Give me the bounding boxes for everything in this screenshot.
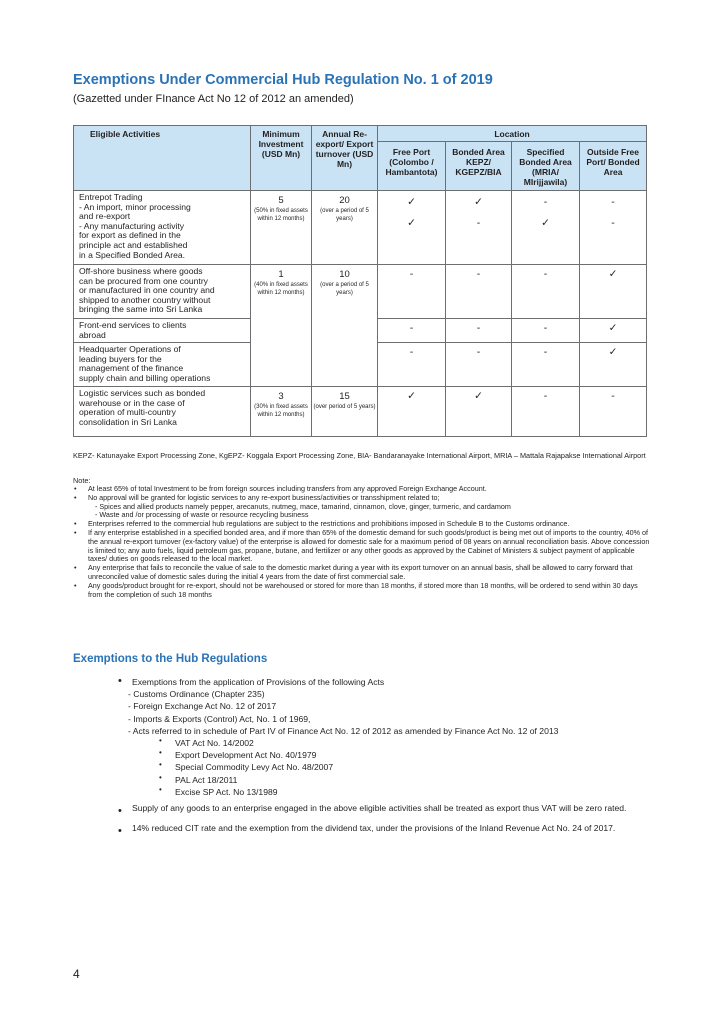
turnover-note: (over a period of 5 years): [320, 282, 369, 296]
sub-act-text: Excise SP Act. No 13/1989: [175, 786, 278, 797]
turnover-note: (over period of 5 years): [313, 404, 376, 411]
header-free-port: Free Port (Colombo / Hambantota): [378, 142, 446, 191]
header-bonded-area: Bonded Area KEPZ/ KGEPZ/BIA: [446, 142, 512, 191]
sub-act-item: [118, 761, 646, 773]
act-item: - Customs Ordinance (Chapter 235): [128, 689, 265, 700]
note-item: [73, 494, 651, 520]
section-heading: Exemptions to the Hub Regulations: [73, 653, 268, 665]
bullet-icon: •: [159, 736, 162, 746]
activity-cell: Front-end services to clients abroad: [74, 319, 251, 343]
turnover-cell: [312, 265, 378, 319]
free-port-cell: -: [378, 265, 446, 319]
activity-cell: Entrepot Trading - An import, minor processing and re-export - Any manufacturing activity for export as defined in the principle act and established in a Specified Bonded Area.: [74, 191, 251, 265]
outside-area-cell: ✓: [580, 319, 647, 343]
note-text: At least 65% of total Investment to be from foreign sources including transfers from any approved Foreign Exchange Account.: [88, 484, 487, 493]
note-text: If any enterprise established in a specified bonded area, and if more than 65% of the domestic demand for such goods/product is being met out of imports to the country, 40% of the annual re-export turnover (ex-factory value) of the enterprise is allowed for domestic sale for a maximum period of 08 years on annual reconciliation basis. Above concession is limited to; any auto fuels, liquid petroleum gas, propane, butane, and fertilizer or any other goods as approved by the Cabinet of Ministers & subject payment of applicable taxes/ duties on goods released to the local market.: [88, 527, 650, 564]
sub-act-item: [118, 749, 646, 761]
min-investment-note: (40% in fixed assets within 12 months): [254, 282, 308, 296]
specified-area-cell: - ✓: [512, 191, 580, 265]
bullet-icon: •: [118, 805, 122, 818]
turnover-cell: [312, 343, 378, 387]
note-subitem: - Spices and allied products namely pepper, arecanuts, nutmeg, mace, tamarind, cinnamon, clove, ginger, turmeric, and cardamom: [95, 501, 511, 511]
specified-area-cell: -: [512, 387, 580, 437]
hub-exemptions-list: [118, 676, 646, 838]
bullet-icon: •: [74, 492, 77, 502]
bonded-area-cell: ✓ -: [446, 191, 512, 265]
specified-area-cell: -: [512, 319, 580, 343]
bonded-area-cell: -: [446, 265, 512, 319]
act-item: - Acts referred to in schedule of Part IV of Finance Act No. 12 of 2012 as amended by Finance Act No. 12 of 2013: [128, 725, 559, 736]
bullet-icon: •: [159, 760, 162, 770]
sub-act-item: [118, 786, 646, 798]
min-investment-note: (30% in fixed assets within 12 months): [254, 404, 308, 418]
min-investment-value: 3: [278, 391, 284, 403]
table-row: [74, 191, 647, 265]
free-port-cell: -: [378, 343, 446, 387]
header-minimum-investment: Minimum Investment (USD Mn): [251, 126, 312, 191]
hub-item: [118, 676, 646, 688]
min-investment-cell: [251, 319, 312, 343]
turnover-cell: [312, 387, 378, 437]
table-row: [74, 343, 647, 387]
outside-area-cell: ✓: [580, 265, 647, 319]
note-label: Note:: [73, 476, 91, 485]
min-investment-cell: [251, 387, 312, 437]
table-row: [74, 387, 647, 437]
bullet-icon: •: [159, 748, 162, 758]
free-port-cell: ✓: [378, 387, 446, 437]
bullet-icon: •: [74, 519, 77, 529]
free-port-cell: ✓ ✓: [378, 191, 446, 265]
header-annual-turnover: Annual Re-export/ Export turnover (USD Mn): [312, 126, 378, 191]
bullet-icon: •: [74, 527, 77, 537]
page-subtitle: (Gazetted under FInance Act No 12 of 2012 an amended): [73, 93, 354, 105]
bullet-icon: •: [74, 484, 77, 493]
activity-cell: Off-shore business where goods can be procured from one country or manufactured in one country and shipped to another country without bringing the same into Sri Lanka: [74, 265, 251, 319]
note-text: Any enterprise that fails to reconcile the value of sale to the domestic market during a year with its export turnover on an annual basis, shall be allowed to carry forward that unreconciled value of domestic sales during the initial 4 years from the date of first commercial sale.: [88, 563, 633, 581]
free-port-cell: -: [378, 319, 446, 343]
note-subitem: - Waste and /or processing of waste or resource recycling business: [95, 510, 309, 520]
bonded-area-cell: -: [446, 343, 512, 387]
note-item: [73, 564, 651, 582]
min-investment-note: (50% in fixed assets within 12 months): [254, 208, 308, 222]
page-number: 4: [73, 967, 80, 981]
turnover-note: (over a period of 5 years): [320, 208, 369, 222]
act-item: - Imports & Exports (Control) Act, No. 1 of 1969,: [128, 713, 311, 724]
hub-item-text: 14% reduced CIT rate and the exemption from the dividend tax, under the provisions of the Inland Revenue Act No. 24 of 2017.: [132, 823, 616, 834]
turnover-value: 15: [339, 391, 350, 403]
bonded-area-cell: -: [446, 319, 512, 343]
header-outside-area: Outside Free Port/ Bonded Area: [580, 142, 647, 191]
specified-area-cell: -: [512, 265, 580, 319]
min-investment-cell: [251, 343, 312, 387]
bullet-icon: •: [159, 784, 162, 794]
min-investment-cell: [251, 265, 312, 319]
bullet-icon: •: [159, 772, 162, 782]
hub-item-text: Exemptions from the application of Provisions of the following Acts: [132, 677, 385, 687]
hub-item-text: Supply of any goods to an enterprise engaged in the above eligible activities shall be treated as export thus VAT will be zero rated.: [132, 803, 627, 814]
specified-area-cell: -: [512, 343, 580, 387]
sub-act-text: PAL Act 18/2011: [175, 774, 238, 785]
min-investment-cell: [251, 191, 312, 265]
bullet-icon: •: [74, 563, 77, 573]
table-row: [74, 319, 647, 343]
bonded-area-cell: ✓: [446, 387, 512, 437]
hub-item: [118, 798, 646, 818]
bullet-icon: •: [118, 675, 122, 687]
note-text: No approval will be granted for logistic services to any re-export business/activities or transshipment related to;: [88, 492, 440, 502]
exemptions-table: [73, 125, 647, 437]
page-title: Exemptions Under Commercial Hub Regulation No. 1 of 2019: [73, 72, 493, 88]
notes-list: [73, 485, 651, 599]
note-text: Any goods/product brought for re-export, should not be warehoused or stored for more than 18 months, if stored more than 18 months, will be ordered to send within 30 days from the completion of such 18 months: [88, 580, 638, 599]
min-investment-value: 1: [278, 269, 284, 280]
sub-act-text: VAT Act No. 14/2002: [175, 738, 254, 749]
sub-act-item: [118, 774, 646, 786]
header-location: Location: [378, 126, 647, 142]
bullet-icon: •: [74, 580, 77, 590]
sub-act-item: [118, 737, 646, 749]
table-row: [74, 265, 647, 319]
outside-area-cell: - -: [580, 191, 647, 265]
hub-item: [118, 818, 646, 838]
header-eligible-activities: Eligible Activities: [74, 126, 251, 191]
note-item: [73, 582, 651, 600]
min-investment-value: 5: [278, 195, 284, 206]
activity-cell: Headquarter Operations of leading buyers for the management of the finance supply chain and billing operations: [74, 343, 251, 387]
abbreviation-legend: KEPZ- Katunayake Export Processing Zone, KgEPZ- Koggala Export Processing Zone, BIA- Bandaranayake International Airport, MRIA – Mattala Rajapakse International Airport: [73, 451, 646, 460]
sub-act-text: Special Commodity Levy Act No. 48/2007: [175, 762, 334, 773]
turnover-value: 10: [339, 269, 350, 280]
activity-cell: Logistic services such as bonded warehouse or in the case of operation of multi-country consolidation in Sri Lanka: [74, 387, 251, 437]
note-item: [73, 529, 651, 564]
turnover-cell: [312, 191, 378, 265]
outside-area-cell: -: [580, 387, 647, 437]
turnover-value: 20: [339, 195, 350, 206]
sub-act-text: Export Development Act No. 40/1979: [175, 750, 317, 761]
turnover-cell: [312, 319, 378, 343]
act-item: - Foreign Exchange Act No. 12 of 2017: [128, 701, 277, 712]
header-specified-bonded-area: Specified Bonded Area (MRIA/ MIrijjawila): [512, 142, 580, 191]
note-text: Enterprises referred to the commercial hub regulations are subject to the restrictions and prohibitions imposed in Schedule B to the Customs ordinance.: [88, 519, 570, 529]
bullet-icon: •: [118, 825, 122, 838]
outside-area-cell: ✓: [580, 343, 647, 387]
